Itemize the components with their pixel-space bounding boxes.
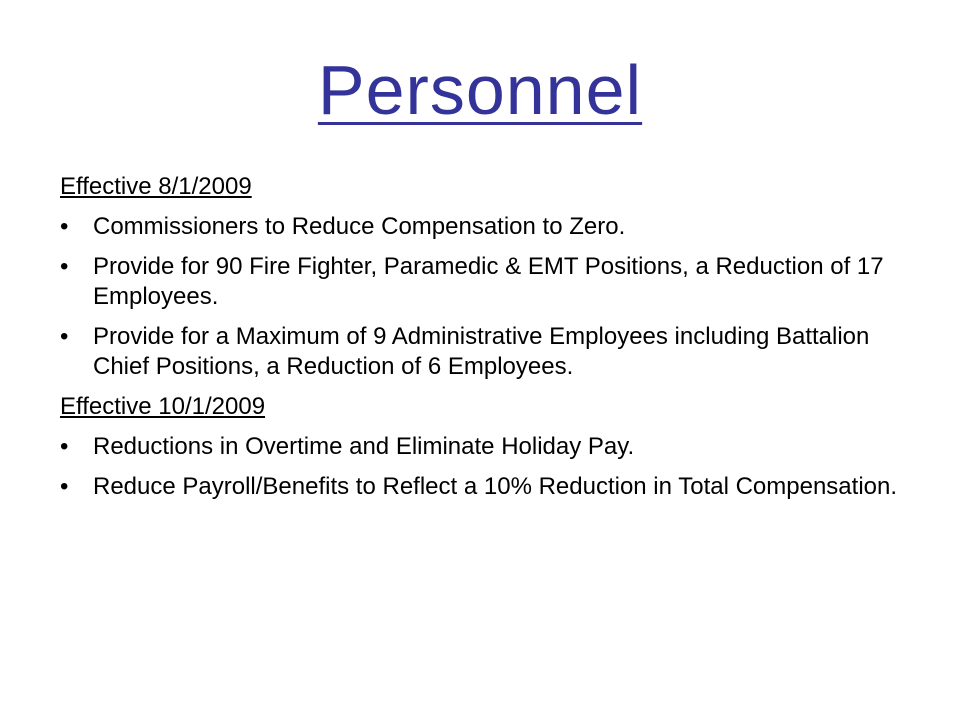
section-heading-effective-8-1-2009: Effective 8/1/2009	[60, 173, 252, 200]
section-heading-effective-10-1-2009: Effective 10/1/2009	[60, 393, 266, 420]
bullet-item	[60, 252, 920, 312]
bullet-item	[60, 322, 920, 382]
bullet-list-effective-8-1-2009	[60, 212, 920, 382]
slide-title: Personnel	[317, 51, 643, 129]
bullet-icon: •	[60, 473, 69, 500]
bullet-icon: •	[60, 323, 69, 350]
bullet-icon: •	[60, 213, 69, 240]
slide-content	[60, 172, 920, 512]
bullet-text: Reductions in Overtime and Eliminate Holiday Pay.	[93, 433, 635, 460]
bullet-text: Commissioners to Reduce Compensation to Zero.	[93, 213, 626, 240]
bullet-text: Reduce Payroll/Benefits to Reflect a 10% Reduction in Total Compensation.	[93, 473, 898, 500]
bullet-item	[60, 212, 920, 242]
bullet-text: Provide for 90 Fire Fighter, Paramedic & EMT Positions, a Reduction of 17 Employees.	[93, 253, 884, 310]
bullet-item	[60, 432, 920, 462]
bullet-item	[60, 472, 920, 502]
bullet-list-effective-10-1-2009	[60, 432, 920, 502]
bullet-icon: •	[60, 253, 69, 280]
bullet-text: Provide for a Maximum of 9 Administrative Employees including Battalion Chief Positions, a Reduction of 6 Employees.	[93, 323, 870, 380]
bullet-icon: •	[60, 433, 69, 460]
